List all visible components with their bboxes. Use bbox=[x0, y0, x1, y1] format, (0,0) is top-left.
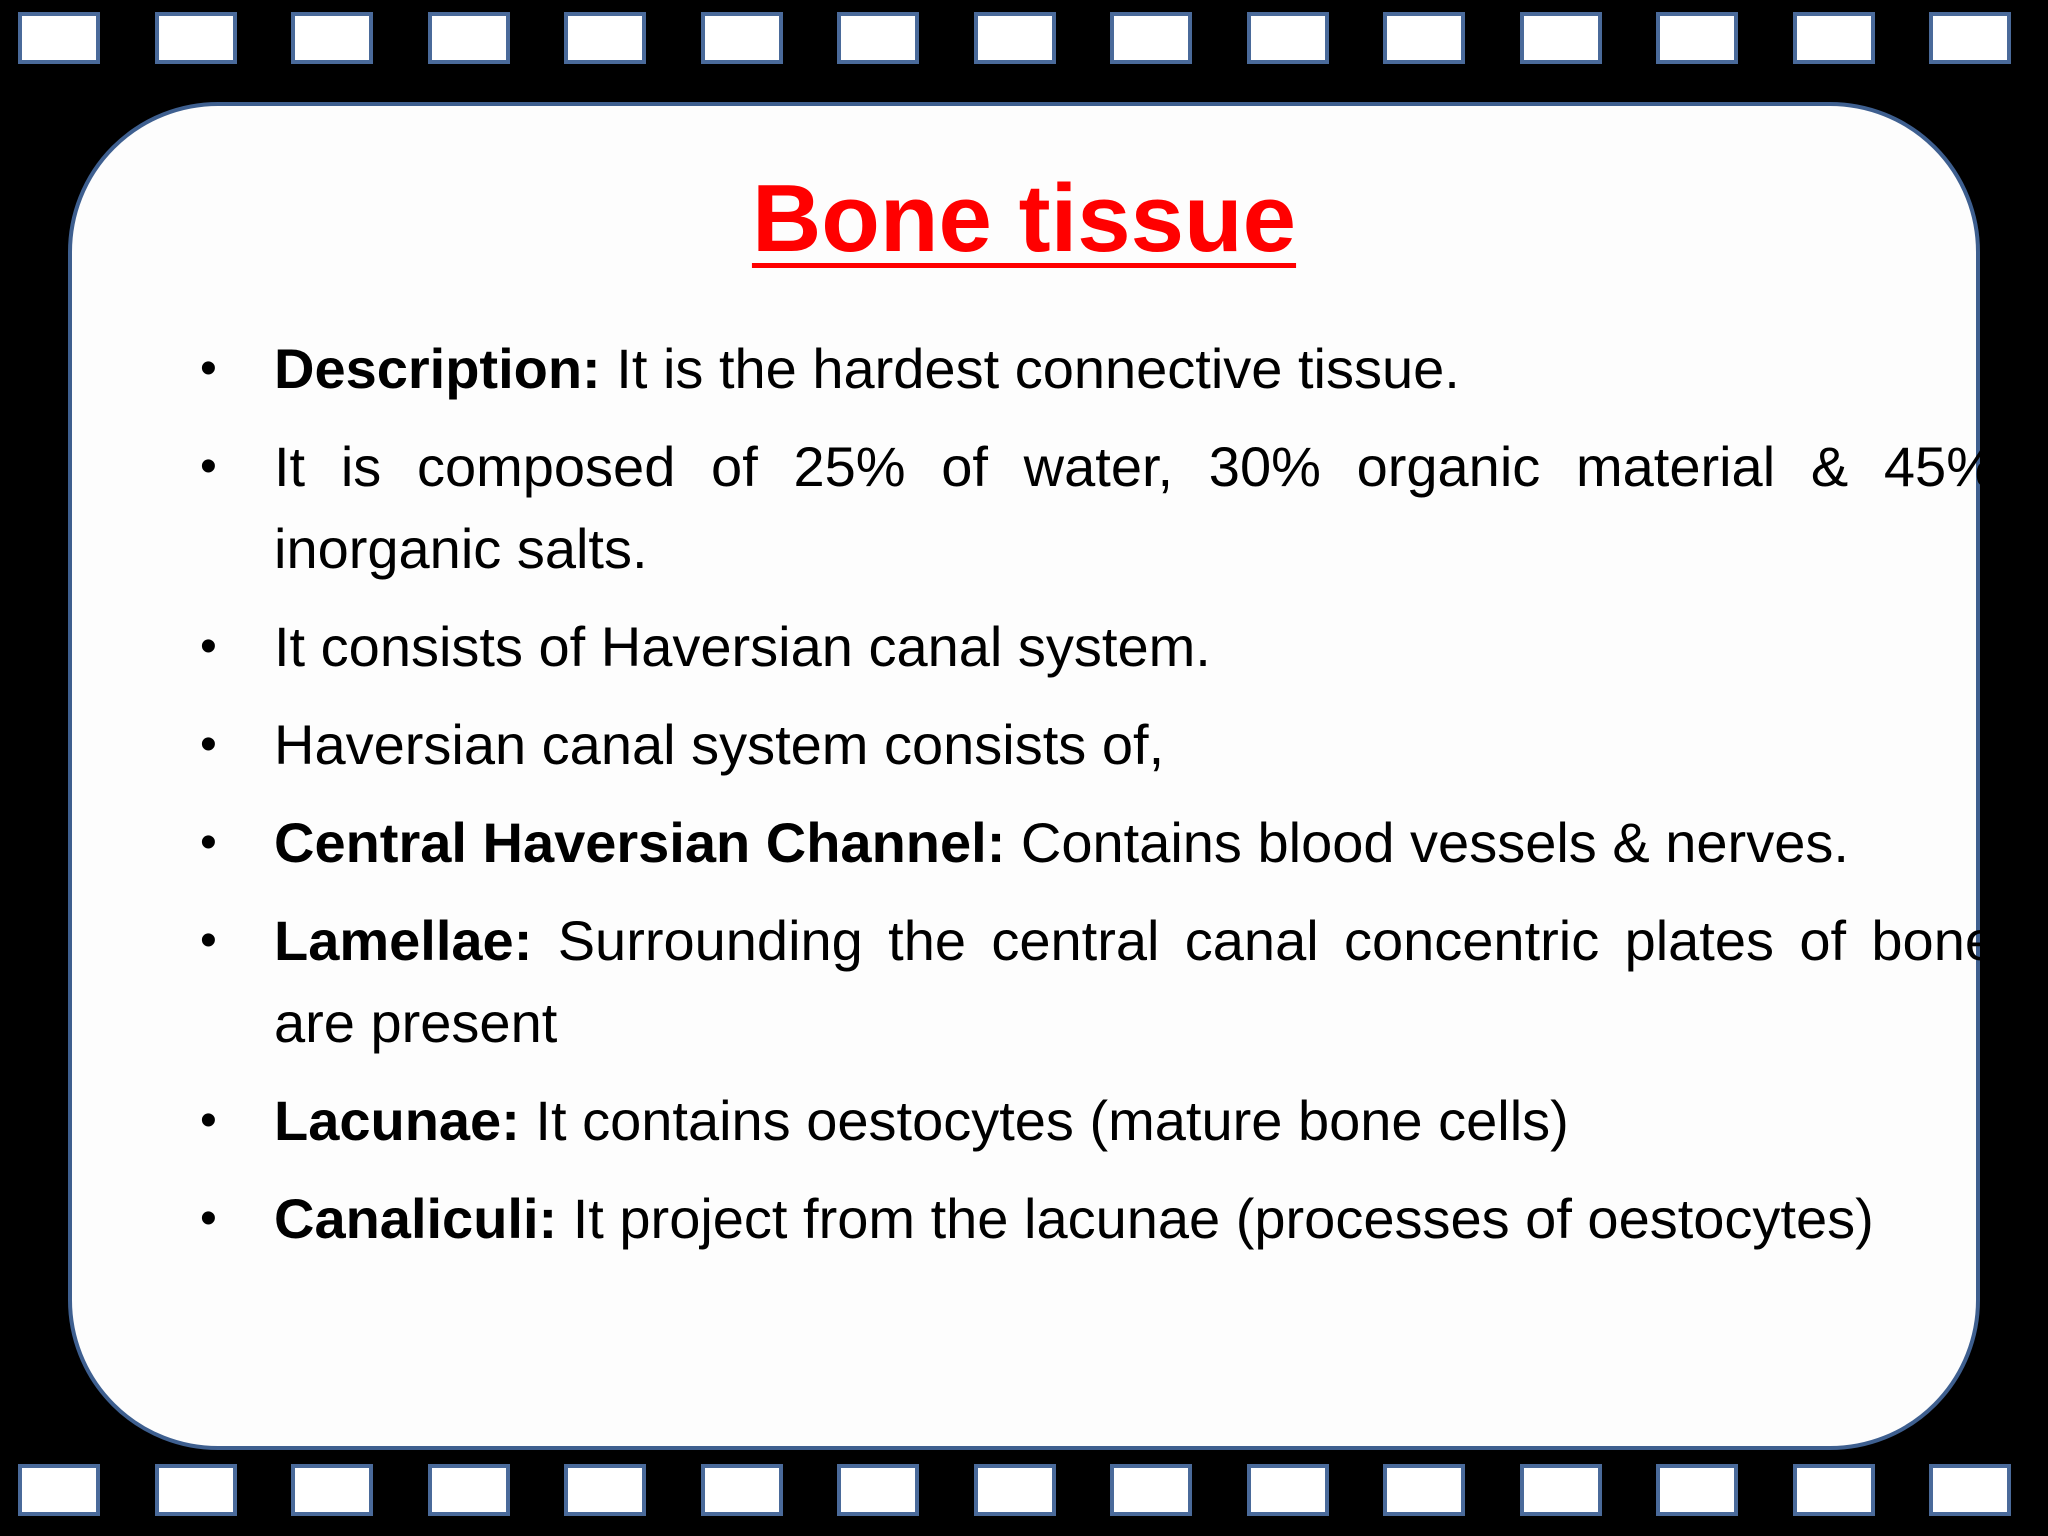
bullet-list bbox=[204, 328, 1996, 1276]
film-sprocket-hole bbox=[837, 12, 919, 64]
film-sprocket-hole bbox=[1247, 1464, 1329, 1516]
film-sprocket-hole bbox=[974, 1464, 1056, 1516]
film-sprocket-hole bbox=[1929, 1464, 2011, 1516]
film-sprocket-hole bbox=[428, 1464, 510, 1516]
film-sprocket-hole bbox=[1656, 12, 1738, 64]
film-sprocket-hole bbox=[428, 12, 510, 64]
film-sprocket-hole bbox=[1929, 12, 2011, 64]
film-sprocket-hole bbox=[1247, 12, 1329, 64]
bullet-text: It is the hardest connective tissue. bbox=[600, 337, 1460, 400]
slide-title: Bone tissue bbox=[751, 165, 1297, 272]
film-sprocket-hole bbox=[291, 12, 373, 64]
film-sprocket-hole bbox=[155, 1464, 237, 1516]
film-sprocket-hole bbox=[1656, 1464, 1738, 1516]
bullet-term: Description: bbox=[274, 337, 601, 400]
film-sprocket-hole bbox=[1520, 12, 1602, 64]
film-strip-bottom bbox=[0, 1464, 2048, 1524]
bullet-text: It contains oestocytes (mature bone cells) bbox=[519, 1089, 1569, 1152]
film-sprocket-hole bbox=[18, 1464, 100, 1516]
film-sprocket-hole bbox=[1793, 12, 1875, 64]
bullet-lamellae bbox=[204, 900, 1996, 1064]
bullet-text: Surrounding the central canal concentric plates of bone are present bbox=[274, 909, 1996, 1054]
film-sprocket-hole bbox=[564, 12, 646, 64]
film-sprocket-hole bbox=[1383, 12, 1465, 64]
film-strip-top bbox=[0, 12, 2048, 72]
bullet-text: It project from the lacunae (processes of oestocytes) bbox=[557, 1187, 1874, 1250]
film-sprocket-hole bbox=[1383, 1464, 1465, 1516]
bullet-text: Contains blood vessels & nerves. bbox=[1005, 811, 1849, 874]
bullet-text: It consists of Haversian canal system. bbox=[274, 615, 1211, 678]
bullet-term: Canaliculi: bbox=[274, 1187, 558, 1250]
film-sprocket-hole bbox=[701, 12, 783, 64]
bullet-term: Lamellae: bbox=[274, 909, 533, 972]
bullet-term: Lacunae: bbox=[274, 1089, 520, 1152]
bullet-central-channel bbox=[204, 802, 1996, 884]
bullet-text: It is composed of 25% of water, 30% organic material & 45% inorganic salts. bbox=[274, 435, 1996, 580]
bullet-canaliculi bbox=[204, 1178, 1996, 1260]
film-sprocket-hole bbox=[1793, 1464, 1875, 1516]
film-sprocket-hole bbox=[1110, 12, 1192, 64]
film-sprocket-hole bbox=[291, 1464, 373, 1516]
film-sprocket-hole bbox=[974, 12, 1056, 64]
film-sprocket-hole bbox=[155, 12, 237, 64]
bullet-haversian-system bbox=[204, 606, 1996, 688]
bullet-system-consists bbox=[204, 704, 1996, 786]
bullet-lacunae bbox=[204, 1080, 1996, 1162]
bullet-composition bbox=[204, 426, 1996, 590]
bullet-description bbox=[204, 328, 1996, 410]
film-sprocket-hole bbox=[18, 12, 100, 64]
film-sprocket-hole bbox=[701, 1464, 783, 1516]
bullet-term: Central Haversian Channel: bbox=[274, 811, 1006, 874]
slide-card bbox=[68, 102, 1996, 1450]
film-sprocket-hole bbox=[564, 1464, 646, 1516]
film-sprocket-hole bbox=[1520, 1464, 1602, 1516]
film-sprocket-hole bbox=[1110, 1464, 1192, 1516]
bullet-text: Haversian canal system consists of, bbox=[274, 713, 1165, 776]
film-sprocket-hole bbox=[837, 1464, 919, 1516]
